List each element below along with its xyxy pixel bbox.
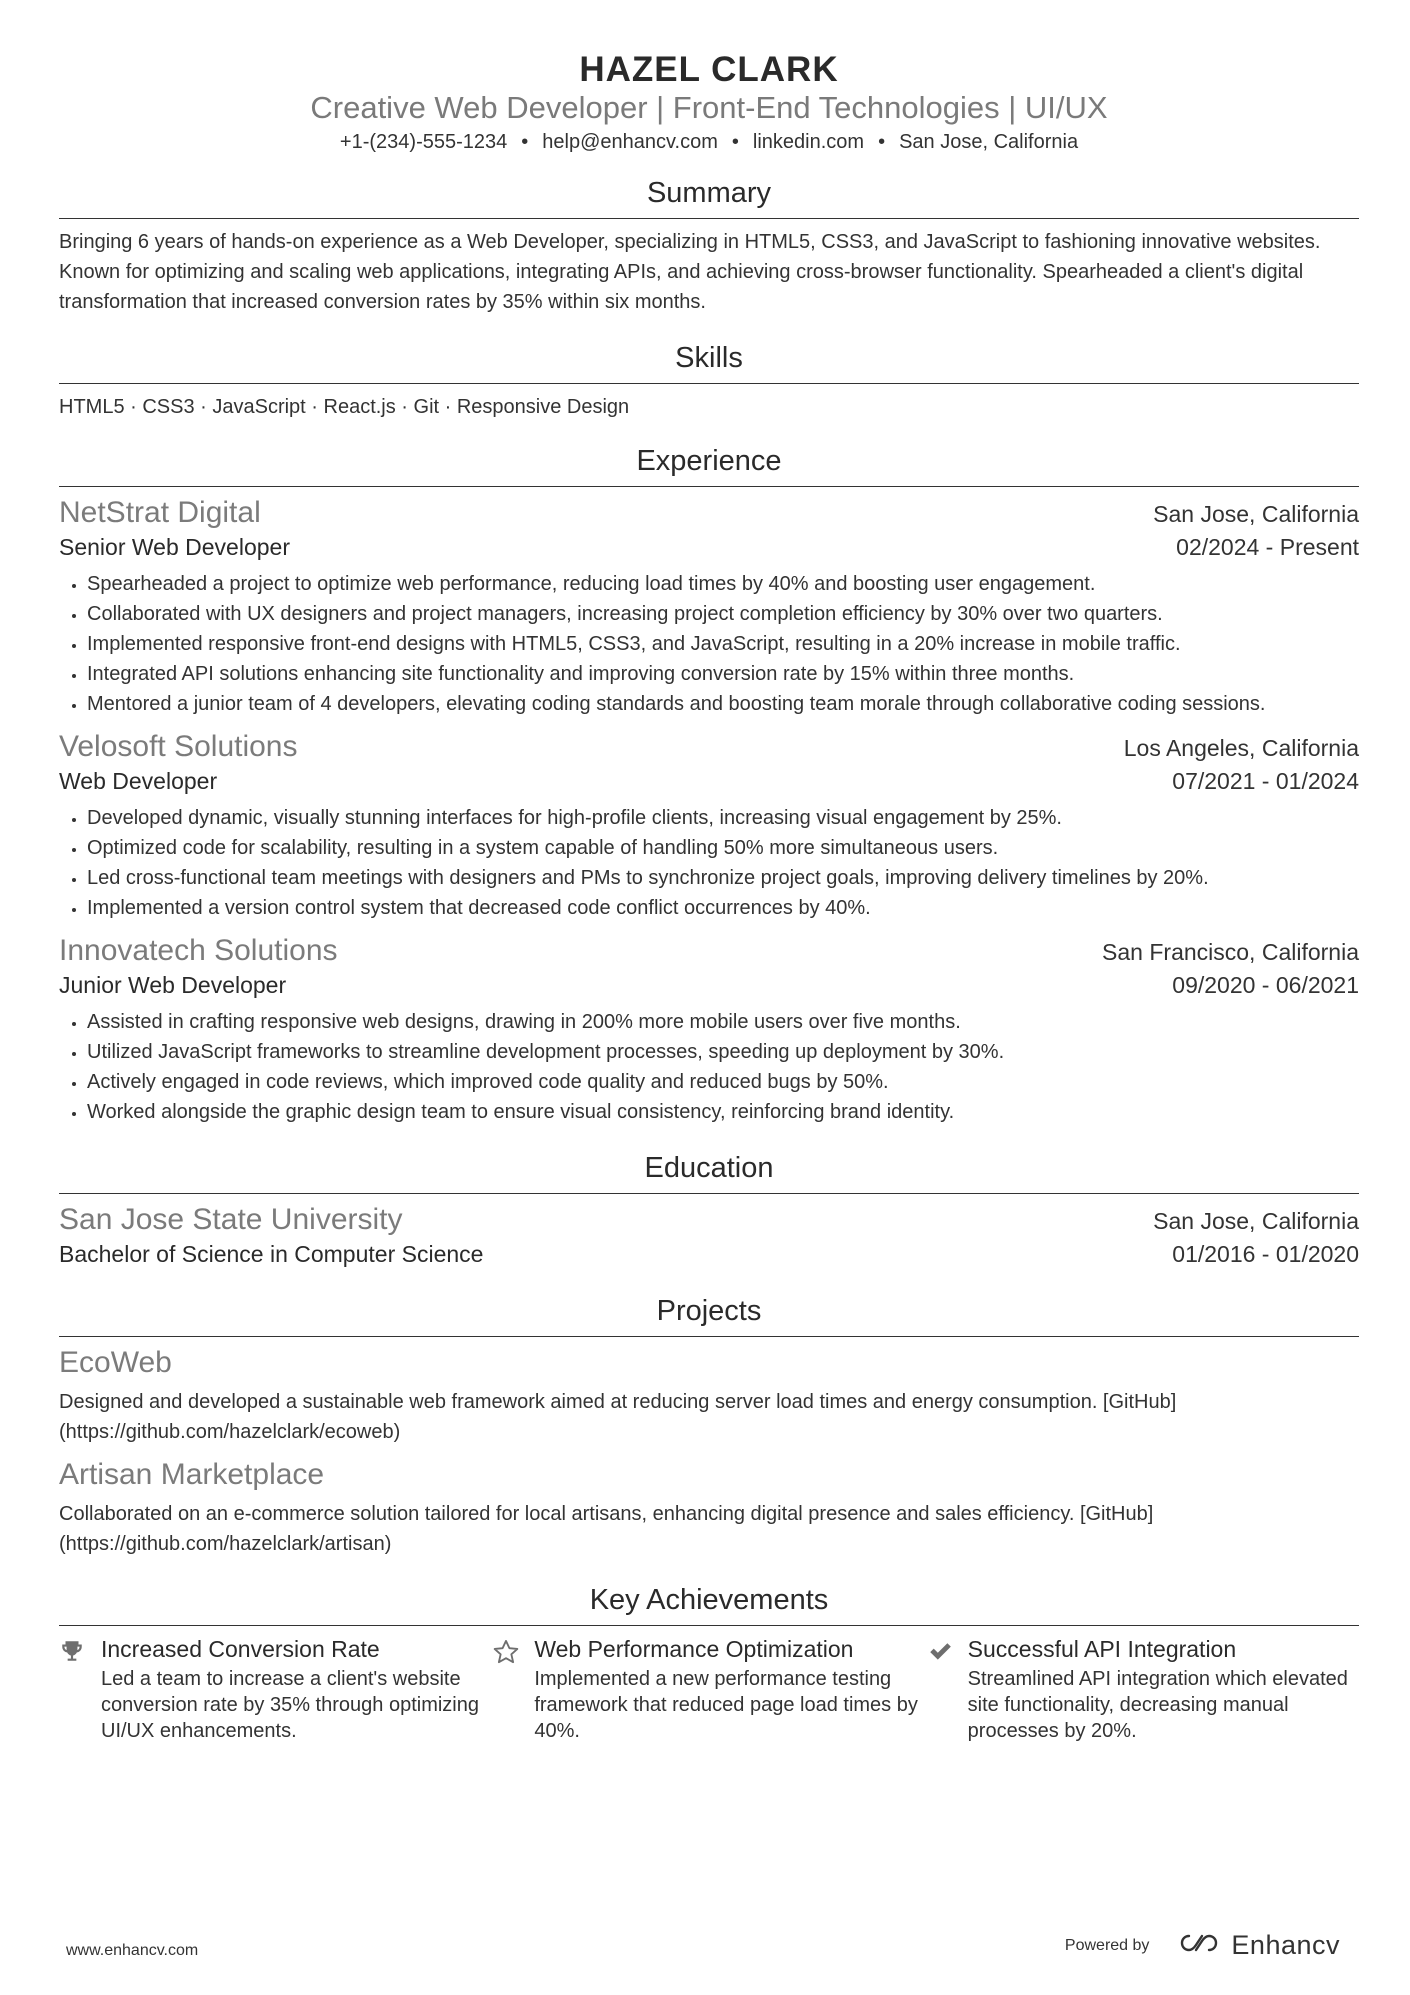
job-role: Junior Web Developer — [59, 972, 287, 998]
job-location: Los Angeles, California — [1123, 735, 1359, 761]
section-heading-summary: Summary — [59, 176, 1359, 219]
list-item: • Led cross-functional team meetings with designers and PMs to synchronize project goals, improving delivery timelines by 20%. — [87, 863, 1359, 893]
star-icon — [492, 1634, 534, 1744]
project-entry — [59, 1345, 1359, 1447]
bullet-separator: • — [878, 131, 886, 153]
resume-page — [59, 0, 1359, 1744]
skills-list: HTML5 · CSS3 · JavaScript · React.js · Git · Responsive Design — [59, 396, 630, 418]
footer-website[interactable]: www.enhancv.com — [66, 1942, 199, 1959]
experience-section — [59, 444, 1359, 1127]
job-bullets — [59, 569, 1359, 719]
brand-name: Enhancv — [1231, 1930, 1340, 1960]
job-entry — [59, 729, 1359, 923]
job-dates: 09/2020 - 06/2021 — [1172, 972, 1359, 998]
achievement-description: Streamlined API integration which elevated site functionality, decreasing manual processes by 20%. — [967, 1668, 1348, 1742]
project-description: Designed and developed a sustainable web framework aimed at reducing server load times and energy consumption. [GitHub](https://github.com/hazelclark/ecoweb) — [59, 1391, 1177, 1443]
contact-email: help@enhancv.com — [542, 131, 718, 153]
achievement-description: Implemented a new performance testing framework that reduced page load times by 40%. — [534, 1668, 918, 1742]
list-item: • Implemented responsive front-end designs with HTML5, CSS3, and JavaScript, resulting in a 20% increase in mobile traffic. — [87, 629, 1359, 659]
list-item: • Integrated API solutions enhancing site functionality and improving conversion rate by 15% within three months. — [87, 659, 1359, 689]
job-bullets — [59, 803, 1359, 923]
section-heading-education: Education — [59, 1151, 1359, 1194]
education-school: San Jose State University — [59, 1203, 403, 1236]
projects-section — [59, 1294, 1359, 1559]
section-heading-experience: Experience — [59, 444, 1359, 487]
project-name: Artisan Marketplace — [59, 1458, 325, 1491]
project-description: Collaborated on an e-commerce solution tailored for local artisans, enhancing digital presence and sales efficiency. [GitHub](https://github.com/hazelclark/artisan) — [59, 1503, 1154, 1555]
section-heading-projects: Projects — [59, 1294, 1359, 1337]
footer-branding — [1065, 1930, 1340, 1961]
list-item: • Collaborated with UX designers and project managers, increasing project completion efficiency by 30% over two quarters. — [87, 599, 1359, 629]
list-item: • Utilized JavaScript frameworks to streamline development processes, speeding up deployment by 30%. — [87, 1037, 1359, 1067]
list-item: • Actively engaged in code reviews, which improved code quality and reduced bugs by 50%. — [87, 1067, 1359, 1097]
job-entry — [59, 495, 1359, 719]
job-dates: 07/2021 - 01/2024 — [1172, 768, 1359, 794]
candidate-name: HAZEL CLARK — [579, 50, 839, 89]
list-item: • Implemented a version control system that decreased code conflict occurrences by 40%. — [87, 893, 1359, 923]
achievement-item — [492, 1634, 925, 1744]
candidate-title: Creative Web Developer | Front-End Technologies | UI/UX — [310, 90, 1108, 125]
contact-line — [59, 128, 1359, 156]
summary-section — [59, 176, 1359, 317]
education-location: San Jose, California — [1153, 1208, 1359, 1234]
skills-section — [59, 341, 1359, 422]
checkmark-icon — [926, 1634, 968, 1744]
achievement-title: Successful API Integration — [967, 1636, 1237, 1662]
contact-location: San Jose, California — [899, 131, 1079, 153]
list-item: • Worked alongside the graphic design team to ensure visual consistency, reinforcing brand identity. — [87, 1097, 1359, 1127]
achievement-title: Web Performance Optimization — [534, 1636, 854, 1662]
job-location: San Francisco, California — [1102, 939, 1359, 965]
achievements-grid — [59, 1634, 1359, 1744]
bullet-separator: • — [521, 131, 529, 153]
job-bullets — [59, 1007, 1359, 1127]
achievement-item — [926, 1634, 1359, 1744]
section-heading-skills: Skills — [59, 341, 1359, 384]
job-role: Senior Web Developer — [59, 534, 290, 560]
education-dates: 01/2016 - 01/2020 — [1172, 1241, 1359, 1267]
resume-header — [59, 0, 1359, 156]
job-role: Web Developer — [59, 768, 218, 794]
contact-linkedin: linkedin.com — [752, 131, 865, 153]
list-item: • Mentored a junior team of 4 developers, elevating coding standards and boosting team morale through collaborative coding sessions. — [87, 689, 1359, 719]
achievements-section — [59, 1583, 1359, 1744]
achievement-description: Led a team to increase a client's website conversion rate by 35% through optimizing UI/UX enhancements. — [101, 1668, 479, 1742]
list-item: • Spearheaded a project to optimize web performance, reducing load times by 40% and boosting user engagement. — [87, 569, 1359, 599]
list-item: • Developed dynamic, visually stunning interfaces for high-profile clients, increasing visual engagement by 25%. — [87, 803, 1359, 833]
enhancv-logo-icon — [1175, 1931, 1223, 1960]
job-company: Innovatech Solutions — [59, 934, 338, 967]
list-item: • Assisted in crafting responsive web designs, drawing in 200% more mobile users over five months. — [87, 1007, 1359, 1037]
job-company: NetStrat Digital — [59, 496, 261, 529]
project-entry — [59, 1457, 1359, 1559]
education-section — [59, 1151, 1359, 1270]
achievement-item — [59, 1634, 492, 1744]
section-heading-achievements: Key Achievements — [59, 1583, 1359, 1626]
achievement-title: Increased Conversion Rate — [101, 1636, 380, 1662]
summary-text: Bringing 6 years of hands-on experience as a Web Developer, specializing in HTML5, CSS3, and JavaScript to fashioning innovative websites. Known for optimizing and scaling web applications, integrating APIs, and achieving cross-browser functionality. Spearheaded a client's digital transformation that increased conversion rates by 35% within six months. — [59, 231, 1321, 313]
job-entry — [59, 933, 1359, 1127]
job-company: Velosoft Solutions — [59, 730, 298, 763]
trophy-icon — [59, 1634, 101, 1744]
contact-phone: +1-(234)-555-1234 — [339, 131, 508, 153]
education-degree: Bachelor of Science in Computer Science — [59, 1241, 484, 1267]
powered-by-label: Powered by — [1064, 1936, 1150, 1954]
job-dates: 02/2024 - Present — [1176, 534, 1359, 560]
list-item: • Optimized code for scalability, resulting in a system capable of handling 50% more simultaneous users. — [87, 833, 1359, 863]
project-name: EcoWeb — [59, 1346, 172, 1379]
job-location: San Jose, California — [1153, 501, 1359, 527]
bullet-separator: • — [731, 131, 739, 153]
